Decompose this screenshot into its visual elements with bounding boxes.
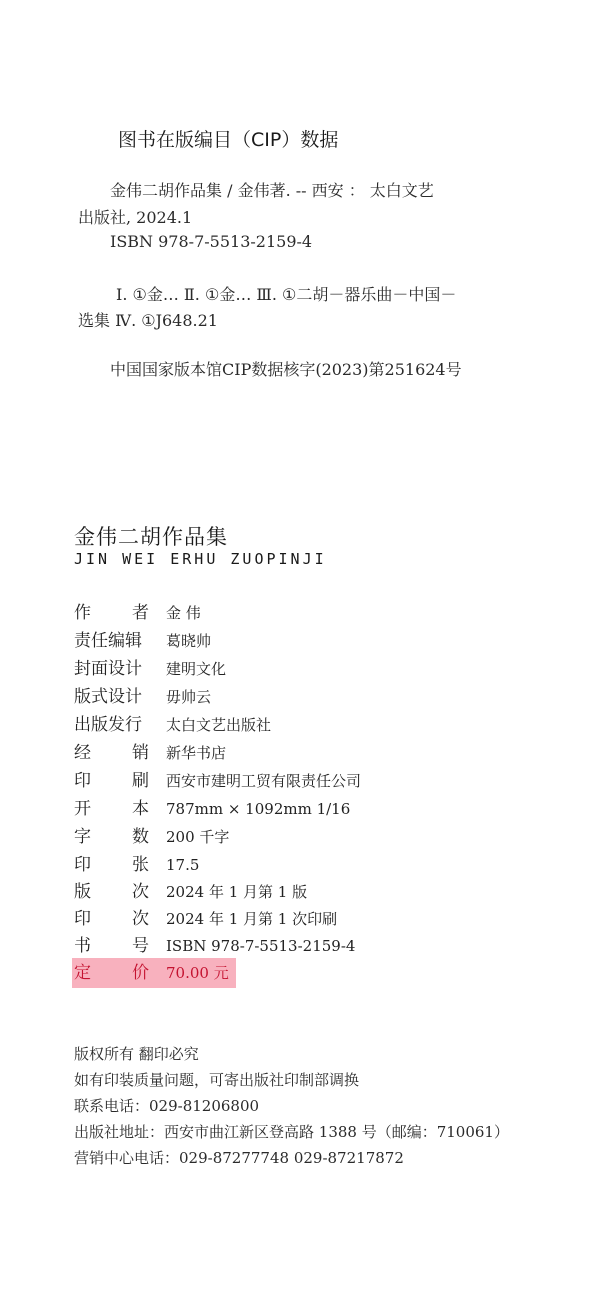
info-value: 太白文艺出版社: [166, 716, 272, 734]
info-value: 2024 年 1 月第 1 次印刷: [166, 910, 338, 928]
cip-isbn: ISBN 978-7-5513-2159-4: [110, 232, 313, 251]
price-value: 70.00 元: [166, 964, 229, 982]
info-value: 金 伟: [166, 604, 201, 622]
cip-line-2: 出版社, 2024.1: [78, 208, 193, 227]
info-label: 印 张: [74, 855, 149, 875]
info-label: 作 者: [74, 603, 149, 623]
quality-notice: 如有印装质量问题，可寄出版社印制部调换: [74, 1071, 360, 1089]
info-label: 出版发行: [74, 715, 142, 735]
info-value: 2024 年 1 月第 1 版: [166, 883, 308, 901]
info-value: 西安市建明工贸有限责任公司: [166, 772, 362, 790]
book-title-pinyin: JIN WEI ERHU ZUOPINJI: [74, 550, 327, 568]
marketing-phone: 营销中心电话：029-87277748 029-87217872: [74, 1149, 404, 1167]
info-label: 版 次: [74, 882, 149, 902]
info-label: 书 号: [74, 936, 149, 956]
cip-title: 图书在版编目（CIP）数据: [118, 129, 339, 151]
cip-classification: Ⅰ. ①金… Ⅱ. ①金… Ⅲ. ①二胡－器乐曲－中国－: [116, 285, 457, 304]
info-label: 印 刷: [74, 771, 149, 791]
info-label: 字 数: [74, 827, 149, 847]
info-value: 葛晓帅: [166, 632, 212, 650]
info-label: 封面设计: [74, 659, 142, 679]
info-value: 建明文化: [166, 660, 227, 678]
info-label: 版式设计: [74, 687, 142, 707]
cip-classification-cont: 选集 Ⅳ. ①J648.21: [78, 311, 218, 330]
info-value: 17.5: [166, 856, 200, 874]
info-value: 787mm × 1092mm 1/16: [166, 800, 351, 818]
info-value: ISBN 978-7-5513-2159-4: [166, 937, 356, 955]
info-label: 经 销: [74, 743, 149, 763]
cip-line-1: 金伟二胡作品集 / 金伟著. -- 西安 ： 太白文艺: [110, 181, 434, 200]
info-value: 新华书店: [166, 744, 227, 762]
cip-record-number: 中国国家版本馆CIP数据核字(2023)第251624号: [110, 360, 462, 379]
book-title: 金伟二胡作品集: [74, 525, 228, 549]
info-label: 定 价: [74, 963, 149, 983]
contact-phone: 联系电话：029-81206800: [74, 1097, 260, 1115]
copyright-notice: 版权所有 翻印必究: [74, 1045, 199, 1063]
info-value: 毋帅云: [166, 688, 212, 706]
info-value: 200 千字: [166, 828, 230, 846]
info-label: 开 本: [74, 799, 149, 819]
info-label: 责任编辑: [74, 631, 142, 651]
publisher-address: 出版社地址：西安市曲江新区登高路 1388 号（邮编：710061）: [74, 1123, 509, 1141]
info-label: 印 次: [74, 909, 149, 929]
